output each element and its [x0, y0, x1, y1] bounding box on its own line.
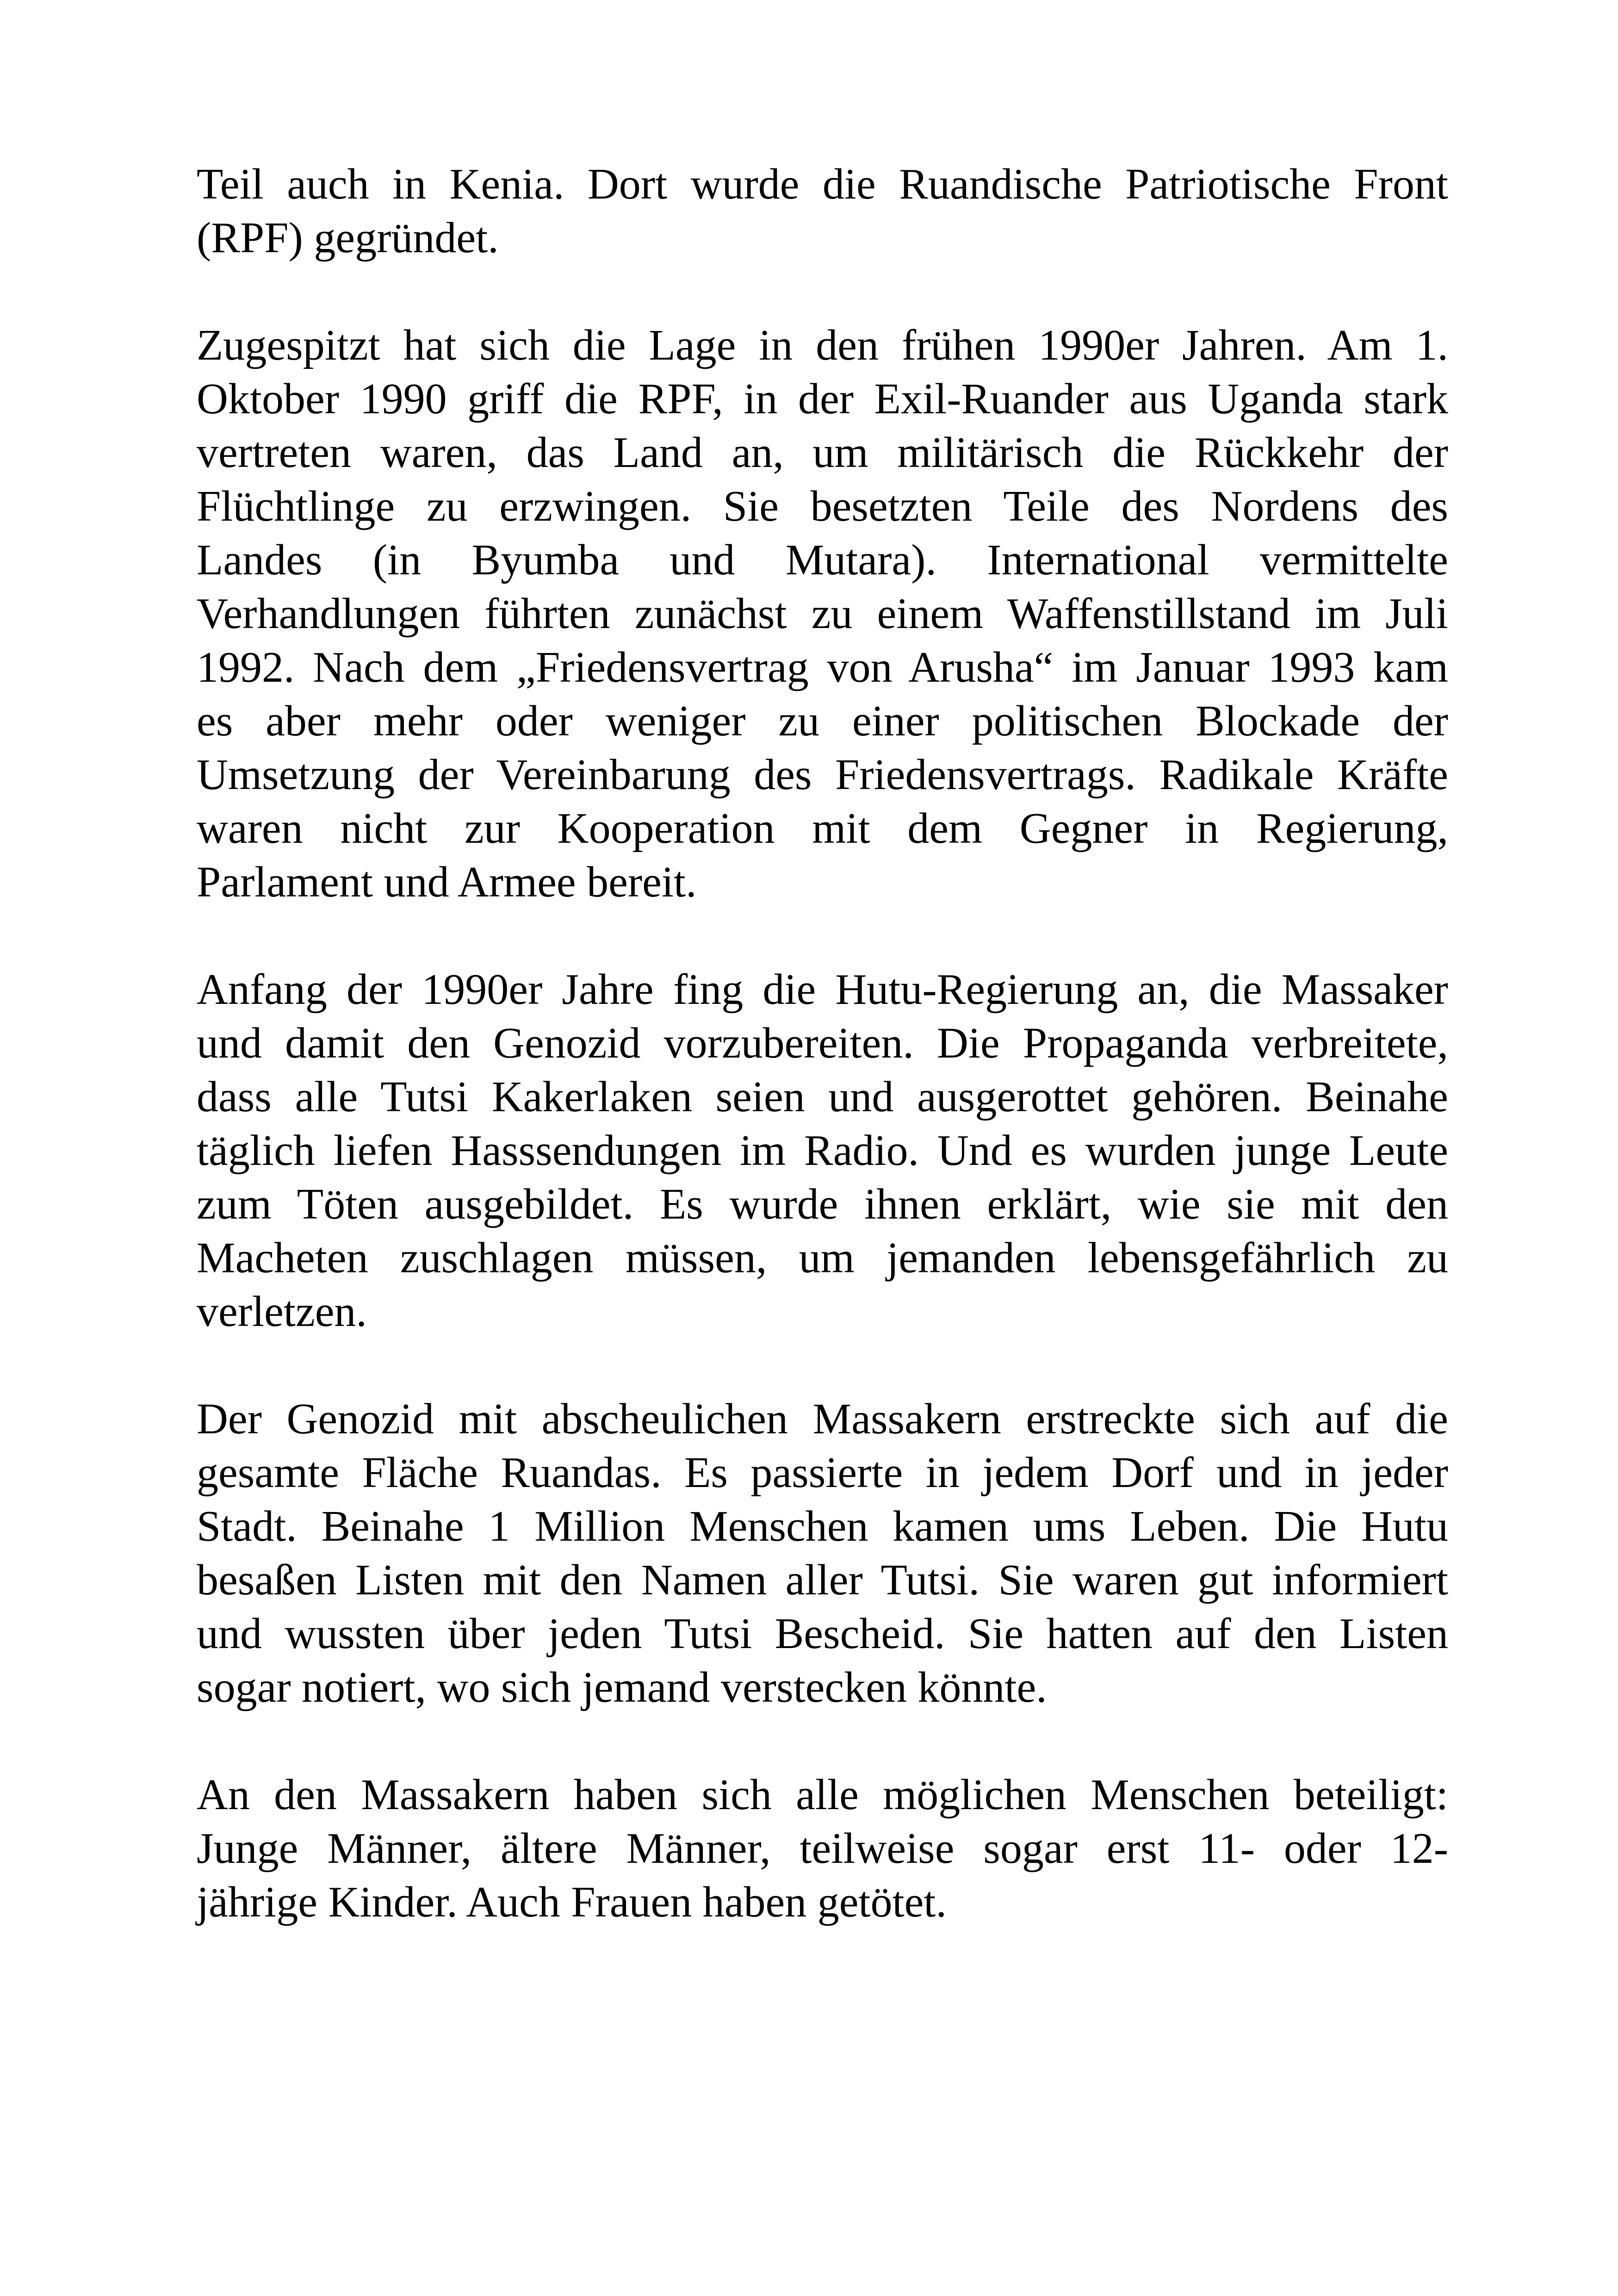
document-body	[197, 157, 1448, 1983]
paragraph-2	[197, 318, 1448, 909]
text-line: und damit den Genozid vorzubereiten. Die Propaganda verbreitete,	[197, 1019, 1448, 1067]
text-line: An den Massakern haben sich alle möglichen Menschen beteiligt:	[197, 1771, 1448, 1819]
text-line: (RPF) gegründet.	[197, 214, 499, 262]
text-line: 1992. Nach dem „Friedensvertrag von Arusha“ im Januar 1993 kam	[197, 643, 1448, 691]
text-line: Umsetzung der Vereinbarung des Friedensvertrags. Radikale Kräfte	[197, 751, 1448, 799]
text-line: Verhandlungen führten zunächst zu einem Waffenstillstand im Juli	[197, 590, 1448, 638]
text-line: Teil auch in Kenia. Dort wurde die Ruandische Patriotische Front	[197, 160, 1448, 208]
paragraph-3	[197, 963, 1448, 1338]
text-line: Der Genozid mit abscheulichen Massakern erstreckte sich auf die	[197, 1395, 1448, 1443]
text-line: Macheten zuschlagen müssen, um jemanden lebensgefährlich zu	[197, 1234, 1448, 1282]
text-line: Flüchtlinge zu erzwingen. Sie besetzten Teile des Nordens des	[197, 482, 1448, 530]
text-line: und wussten über jeden Tutsi Bescheid. Sie hatten auf den Listen	[197, 1610, 1448, 1658]
text-line: verletzen.	[197, 1288, 367, 1336]
text-line: Stadt. Beinahe 1 Million Menschen kamen ums Leben. Die Hutu	[197, 1502, 1448, 1550]
text-line: besaßen Listen mit den Namen aller Tutsi. Sie waren gut informiert	[197, 1556, 1448, 1604]
text-line: gesamte Fläche Ruandas. Es passierte in jedem Dorf und in jeder	[197, 1449, 1448, 1497]
text-line: sogar notiert, wo sich jemand verstecken könnte.	[197, 1663, 1047, 1711]
paragraph-4	[197, 1392, 1448, 1714]
text-line: waren nicht zur Kooperation mit dem Gegner in Regierung,	[197, 804, 1448, 852]
text-line: zum Töten ausgebildet. Es wurde ihnen erklärt, wie sie mit den	[197, 1180, 1448, 1228]
text-line: Anfang der 1990er Jahre fing die Hutu-Regierung an, die Massaker	[197, 965, 1448, 1014]
text-line: es aber mehr oder weniger zu einer politischen Blockade der	[197, 697, 1448, 745]
text-line: täglich liefen Hasssendungen im Radio. Und es wurden junge Leute	[197, 1126, 1448, 1175]
text-line: Parlament und Armee bereit.	[197, 858, 697, 906]
text-line: Oktober 1990 griff die RPF, in der Exil-Ruander aus Uganda stark	[197, 375, 1448, 423]
paragraph-1	[197, 157, 1448, 265]
text-line: Zugespitzt hat sich die Lage in den frühen 1990er Jahren. Am 1.	[197, 321, 1448, 369]
text-line: dass alle Tutsi Kakerlaken seien und ausgerottet gehören. Beinahe	[197, 1073, 1448, 1121]
text-line: jährige Kinder. Auch Frauen haben getötet.	[197, 1878, 947, 1926]
paragraph-5	[197, 1768, 1448, 1929]
text-line: Junge Männer, ältere Männer, teilweise sogar erst 11- oder 12-	[197, 1824, 1448, 1873]
text-line: Landes (in Byumba und Mutara). International vermittelte	[197, 536, 1448, 584]
text-line: vertreten waren, das Land an, um militärisch die Rückkehr der	[197, 429, 1448, 477]
